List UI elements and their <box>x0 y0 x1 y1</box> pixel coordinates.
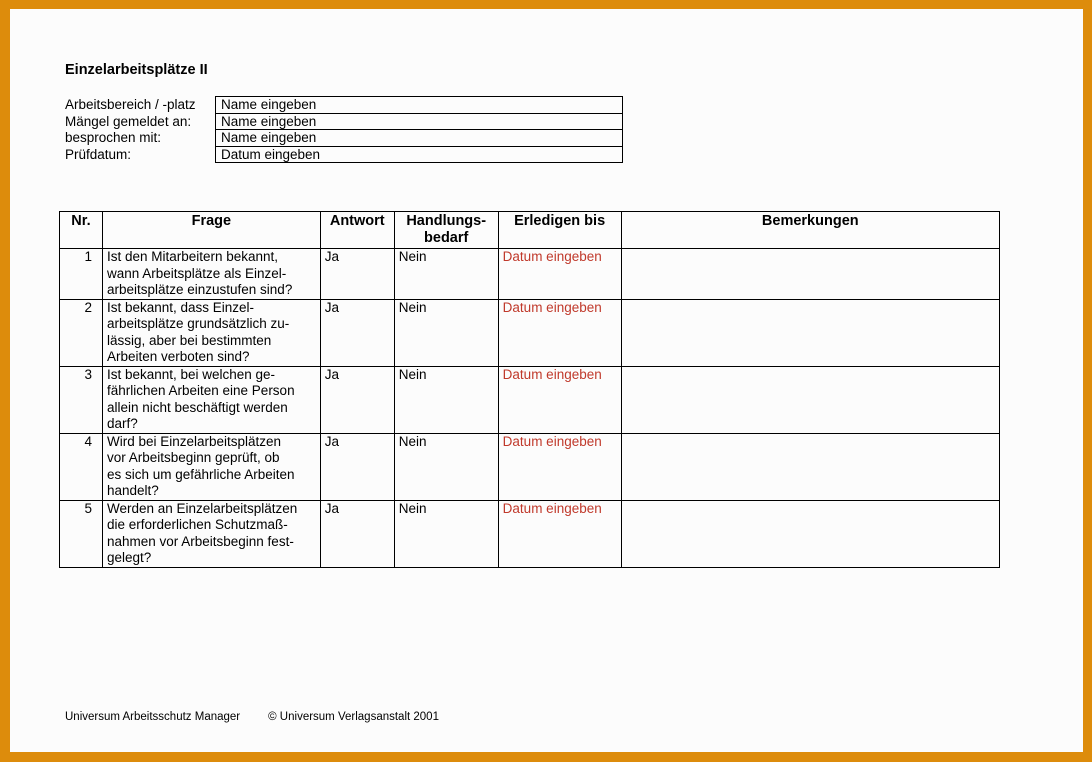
frage-line: arbeitsplätze grundsätzlich zu- <box>106 316 290 331</box>
header-antwort: Antwort <box>320 212 394 249</box>
arbeitsbereich-field[interactable]: Name eingeben <box>216 97 622 114</box>
row-handlungsbedarf[interactable]: Nein <box>394 299 498 366</box>
frage-line: gelegt? <box>106 550 152 565</box>
row-nr: 2 <box>60 299 103 366</box>
row-erledigen-date[interactable]: Datum eingeben <box>498 500 621 567</box>
document-page <box>10 9 1083 752</box>
row-handlungsbedarf[interactable]: Nein <box>394 500 498 567</box>
document-title: Einzelarbeitsplätze II <box>65 62 208 78</box>
pruefdatum-field[interactable]: Datum eingeben <box>216 147 622 164</box>
frage-line: vor Arbeitsbeginn geprüft, ob <box>106 450 280 465</box>
frage-line: handelt? <box>106 483 159 498</box>
row-antwort[interactable]: Ja <box>320 433 394 500</box>
header-handlungsbedarf-line1: Handlungs- <box>406 213 487 229</box>
row-handlungsbedarf[interactable]: Nein <box>394 366 498 433</box>
table-header-row <box>60 212 1000 249</box>
frage-line: arbeitsplätze einzustufen sind? <box>106 282 293 297</box>
row-frage <box>102 433 320 500</box>
frage-line: allein nicht beschäftigt werden <box>106 399 288 415</box>
header-bemerkungen: Bemerkungen <box>621 212 999 249</box>
frage-line: fährlichen Arbeiten eine Person <box>106 383 295 398</box>
frage-line: Wird bei Einzelarbeitsplätzen <box>106 433 282 449</box>
table-row <box>60 299 1000 366</box>
meta-fields <box>215 96 623 163</box>
frage-line: nahmen vor Arbeitsbeginn fest- <box>106 533 294 549</box>
frage-line: Ist bekannt, dass Einzel- <box>106 299 255 315</box>
row-bemerkungen[interactable] <box>621 299 999 366</box>
row-frage <box>102 500 320 567</box>
row-frage <box>102 299 320 366</box>
row-erledigen-date[interactable]: Datum eingeben <box>498 299 621 366</box>
footer-product: Universum Arbeitsschutz Manager <box>65 711 241 723</box>
header-handlungsbedarf-line2: bedarf <box>424 230 469 246</box>
frage-line: Werden an Einzelarbeitsplätzen <box>106 500 298 516</box>
meta-label-arbeitsbereich: Arbeitsbereich / -platz <box>65 97 196 112</box>
row-bemerkungen[interactable] <box>621 366 999 433</box>
meta-label-pruefdatum: Prüfdatum: <box>65 146 132 162</box>
header-erledigen: Erledigen bis <box>498 212 621 249</box>
row-erledigen-date[interactable]: Datum eingeben <box>498 433 621 500</box>
row-bemerkungen[interactable] <box>621 249 999 300</box>
frage-line: es sich um gefährliche Arbeiten <box>106 466 295 482</box>
row-erledigen-date[interactable]: Datum eingeben <box>498 366 621 433</box>
meta-label-besprochen: besprochen mit: <box>65 130 162 145</box>
header-frage: Frage <box>102 212 320 249</box>
frage-line: Arbeiten verboten sind? <box>106 349 250 364</box>
row-handlungsbedarf[interactable]: Nein <box>394 433 498 500</box>
row-antwort[interactable]: Ja <box>320 500 394 567</box>
frage-line: die erforderlichen Schutzmaß- <box>106 517 288 532</box>
footer-copyright: © Universum Verlagsanstalt 2001 <box>268 711 439 723</box>
row-frage <box>102 249 320 300</box>
row-nr: 4 <box>60 433 103 500</box>
row-antwort[interactable]: Ja <box>320 299 394 366</box>
table-row <box>60 433 1000 500</box>
header-nr: Nr. <box>60 212 103 249</box>
maengel-field[interactable]: Name eingeben <box>216 114 622 131</box>
row-antwort[interactable]: Ja <box>320 249 394 300</box>
frage-line: lässig, aber bei bestimmten <box>106 332 272 348</box>
checklist-table <box>59 211 1000 568</box>
meta-labels <box>65 97 196 163</box>
table-row <box>60 249 1000 300</box>
frage-line: Ist bekannt, bei welchen ge- <box>106 366 276 382</box>
row-frage <box>102 366 320 433</box>
table-row <box>60 366 1000 433</box>
row-bemerkungen[interactable] <box>621 500 999 567</box>
frage-line: wann Arbeitsplätze als Einzel- <box>106 265 287 281</box>
document-footer <box>65 711 439 723</box>
frage-line: Ist den Mitarbeitern bekannt, <box>106 249 279 264</box>
row-nr: 3 <box>60 366 103 433</box>
table-row <box>60 500 1000 567</box>
header-handlungsbedarf <box>394 212 498 249</box>
row-erledigen-date[interactable]: Datum eingeben <box>498 249 621 300</box>
meta-label-maengel: Mängel gemeldet an: <box>65 113 192 129</box>
row-handlungsbedarf[interactable]: Nein <box>394 249 498 300</box>
row-bemerkungen[interactable] <box>621 433 999 500</box>
frage-line: darf? <box>106 416 138 431</box>
besprochen-field[interactable]: Name eingeben <box>216 130 622 147</box>
row-nr: 1 <box>60 249 103 300</box>
row-nr: 5 <box>60 500 103 567</box>
row-antwort[interactable]: Ja <box>320 366 394 433</box>
